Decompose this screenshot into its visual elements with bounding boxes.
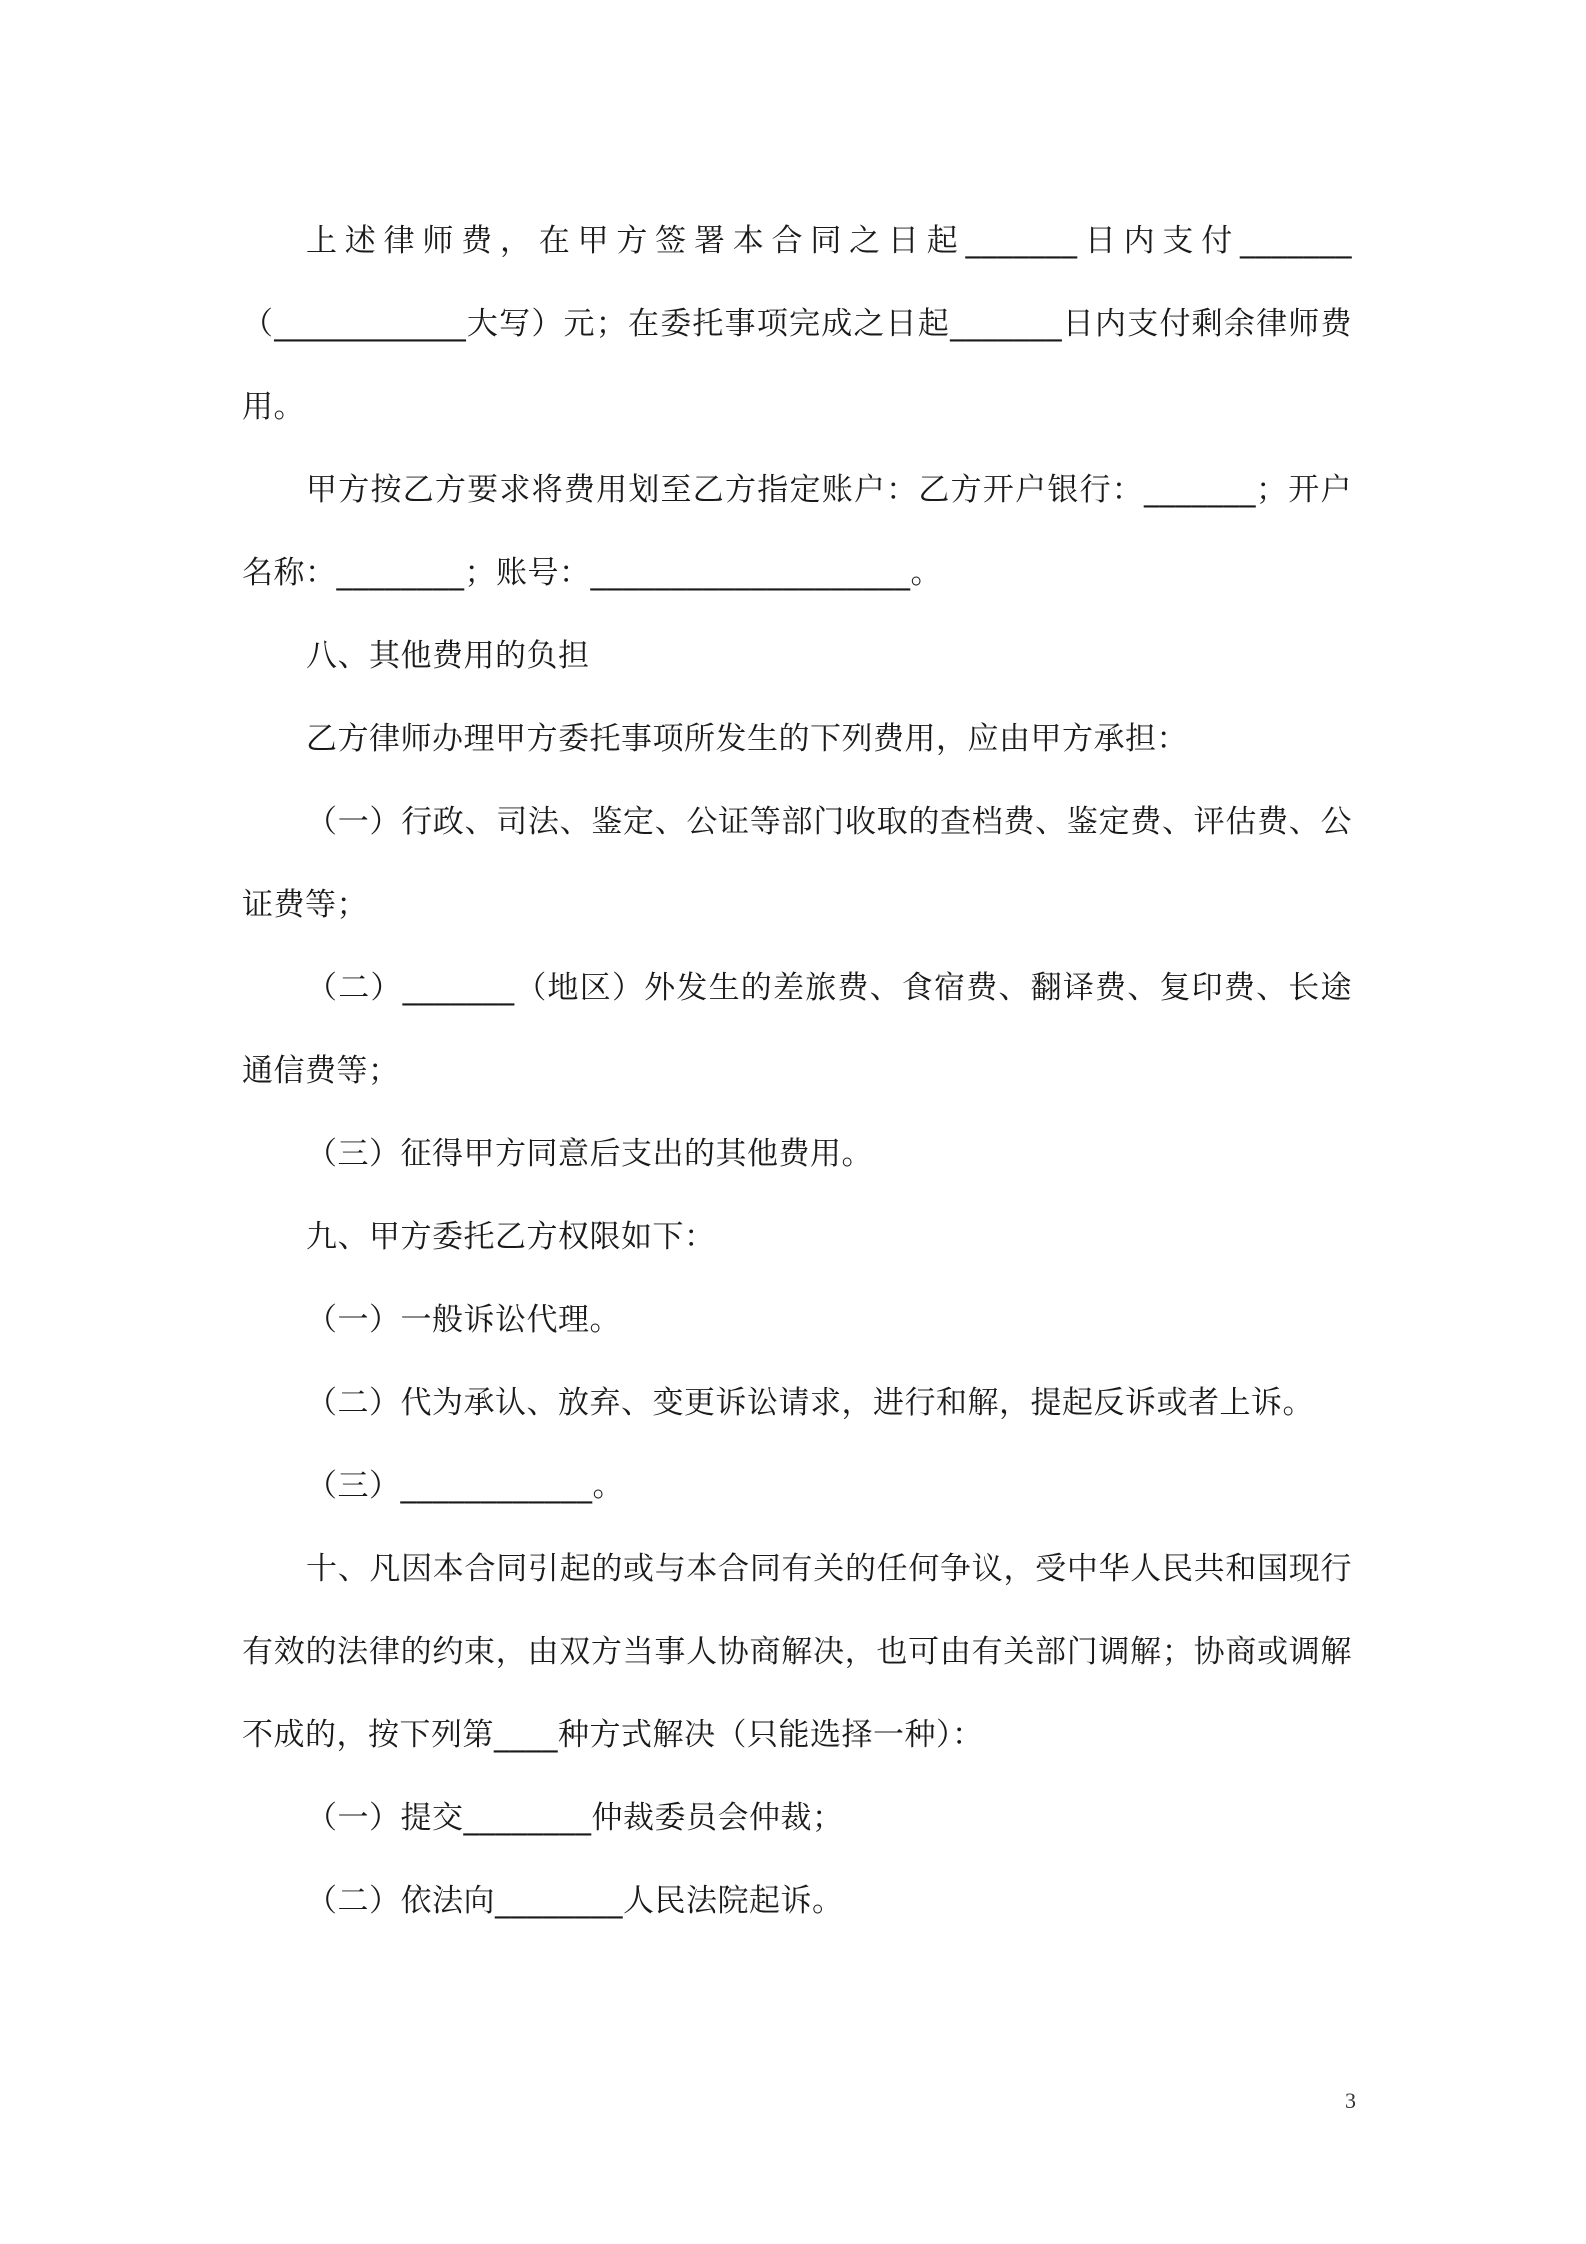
list-item-authority-1: （一）一般诉讼代理。 — [306, 1302, 621, 1338]
list-item-dispute-1: （一）提交________仲裁委员会仲裁； — [306, 1800, 844, 1836]
list-item-authority-3: （三）____________。 — [306, 1468, 624, 1504]
page-number: 3 — [1345, 2088, 1356, 2113]
paragraph-bank-account: 甲方按乙方要求将费用划至乙方指定账户：乙方开户银行：_______；开户名称：________；账号：____________________。 — [242, 472, 1352, 591]
list-item-dispute-2: （二）依法向________人民法院起诉。 — [306, 1883, 844, 1919]
paragraph-fees-borne-by-party-a: 乙方律师办理甲方委托事项所发生的下列费用，应由甲方承担： — [306, 721, 1188, 757]
section-heading-other-fees: 八、其他费用的负担 — [306, 638, 590, 674]
list-item-authority-2: （二）代为承认、放弃、变更诉讼请求，进行和解，提起反诉或者上诉。 — [306, 1385, 1314, 1421]
section-heading-dispute-resolution: 十、凡因本合同引起的或与本合同有关的任何争议，受中华人民共和国现行有效的法律的约束，由双方当事人协商解决，也可由有关部门调解；协商或调解不成的，按下列第____种方式解决（只能选择一种）： — [242, 1551, 1352, 1753]
list-item-fee-2: （二）_______（地区）外发生的差旅费、食宿费、翻译费、复印费、长途通信费等； — [242, 970, 1352, 1089]
section-heading-authority: 九、甲方委托乙方权限如下： — [306, 1219, 716, 1255]
paragraph-lawyer-fee-payment: 上述律师费，在甲方签署本合同之日起_______日内支付_______（____________大写）元；在委托事项完成之日起_______日内支付剩余律师费用。 — [242, 223, 1352, 425]
list-item-fee-3: （三）征得甲方同意后支出的其他费用。 — [306, 1136, 873, 1172]
document-body — [242, 200, 1352, 1943]
list-item-fee-1: （一）行政、司法、鉴定、公证等部门收取的查档费、鉴定费、评估费、公证费等； — [242, 804, 1352, 923]
